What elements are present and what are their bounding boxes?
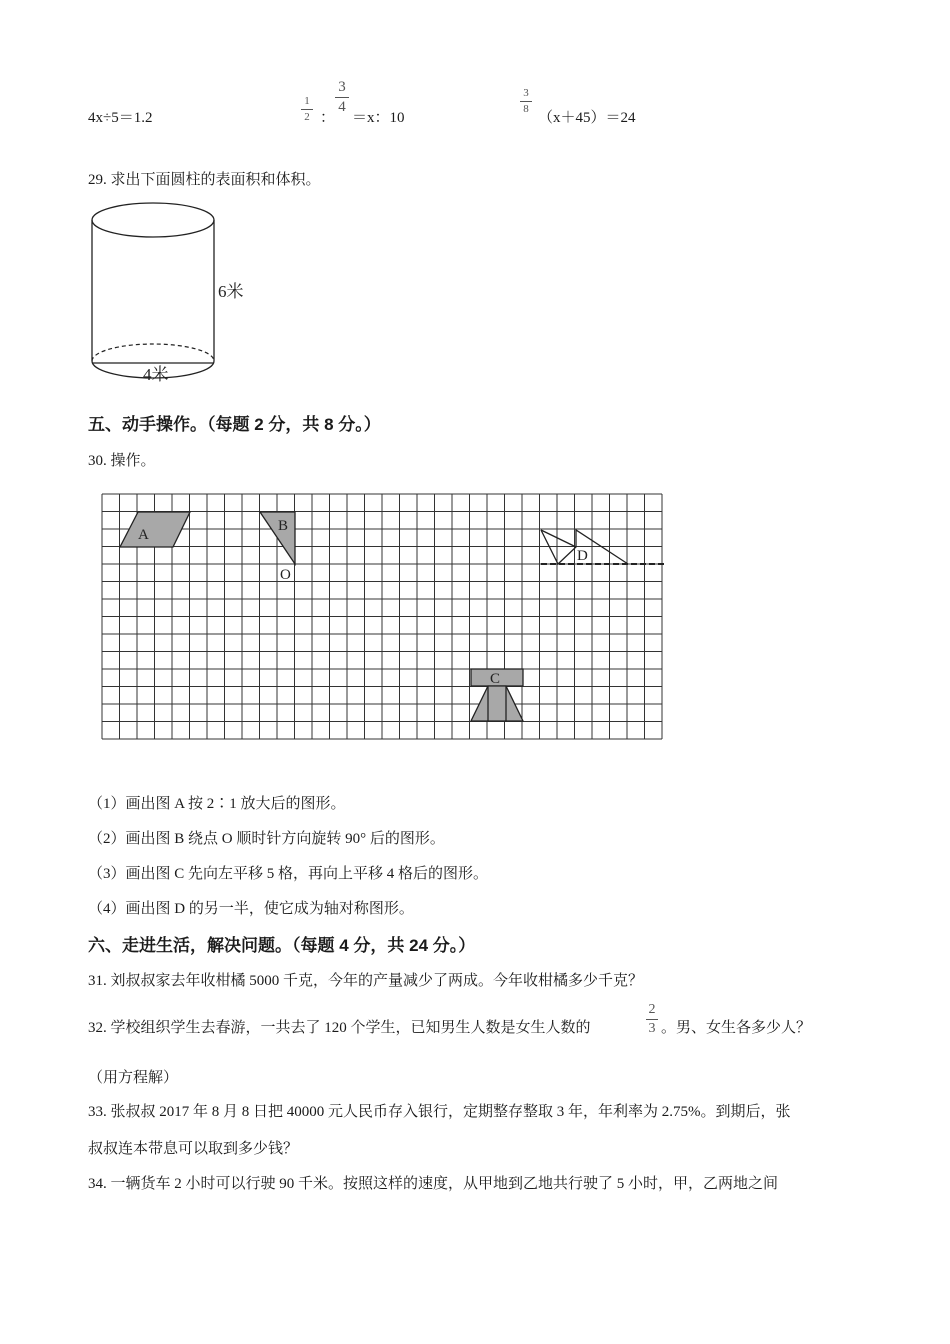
cylinder-top-ellipse [92,203,214,237]
numerator: 3 [523,87,529,99]
numerator: 3 [338,79,346,95]
denominator: 4 [338,99,346,115]
question-33-line-2: 叔叔连本带息可以取到多少钱？ [88,1141,299,1157]
diameter-label: 4米 [143,365,169,384]
shape-c-base [471,686,523,721]
question-32-note: （用方程解） [88,1070,179,1086]
task-4: （4）画出图 D 的另一半，使它成为轴对称图形。 [88,901,414,917]
question-30: 30. 操作。 [88,453,156,469]
denominator: 8 [523,103,529,115]
label-d: D [577,548,588,564]
fraction-two-thirds [646,1003,658,1036]
question-33-line-1: 33. 张叔叔 2017 年 8 月 8 日把 40000 元人民币存入银行，定期整存整取 3 年，年利率为 2.75%。到期后，张 [88,1104,791,1120]
cylinder-diagram [85,198,260,388]
equation-2-rest: ＝x：10 [352,110,405,126]
task-3: （3）画出图 C 先向左平移 5 格，再向上平移 4 格后的图形。 [88,866,489,882]
shape-a [120,512,190,547]
fraction-one-half [301,96,313,123]
section-5-heading: 五、动手操作。（每题 2 分，共 8 分。） [88,415,381,434]
denominator: 3 [648,1021,656,1036]
label-b: B [278,518,289,534]
ratio-colon: ： [320,110,336,126]
fraction-three-quarters [335,80,349,115]
numerator: 2 [648,1002,656,1017]
task-1: （1）画出图 A 按 2∶1 放大后的图形。 [88,796,346,812]
question-32-after: 。男、女生各多少人？ [661,1020,812,1036]
section-6-heading: 六、走进生活，解决问题。（每题 4 分，共 24 分。） [88,936,476,955]
equation-1: 4x÷5＝1.2 [88,110,153,126]
question-29: 29. 求出下面圆柱的表面积和体积。 [88,172,321,188]
operation-grid [95,487,670,747]
label-a: A [138,527,149,543]
fraction-three-eighths [520,88,532,115]
question-34: 34. 一辆货车 2 小时可以行驶 90 千米。按照这样的速度，从甲地到乙地共行驶了 5 小时，甲，乙两地之间 [88,1176,779,1192]
question-31: 31. 刘叔叔家去年收柑橘 5000 千克，今年的产量减少了两成。今年收柑橘多少千克？ [88,973,644,989]
cylinder-bottom-back-dashed [92,344,214,361]
question-32-before: 32. 学校组织学生去春游，一共去了 120 个学生，已知男生人数是女生人数的 [88,1020,591,1036]
height-label: 6米 [218,282,244,301]
equation-3-rest: （x＋45）＝24 [538,110,636,126]
shape-d-edge [541,530,576,547]
label-c: C [490,671,501,687]
task-2: （2）画出图 B 绕点 O 顺时针方向旋转 90° 后的图形。 [88,831,445,847]
label-o: O [280,567,291,583]
denominator: 2 [304,111,310,123]
numerator: 1 [304,95,310,107]
